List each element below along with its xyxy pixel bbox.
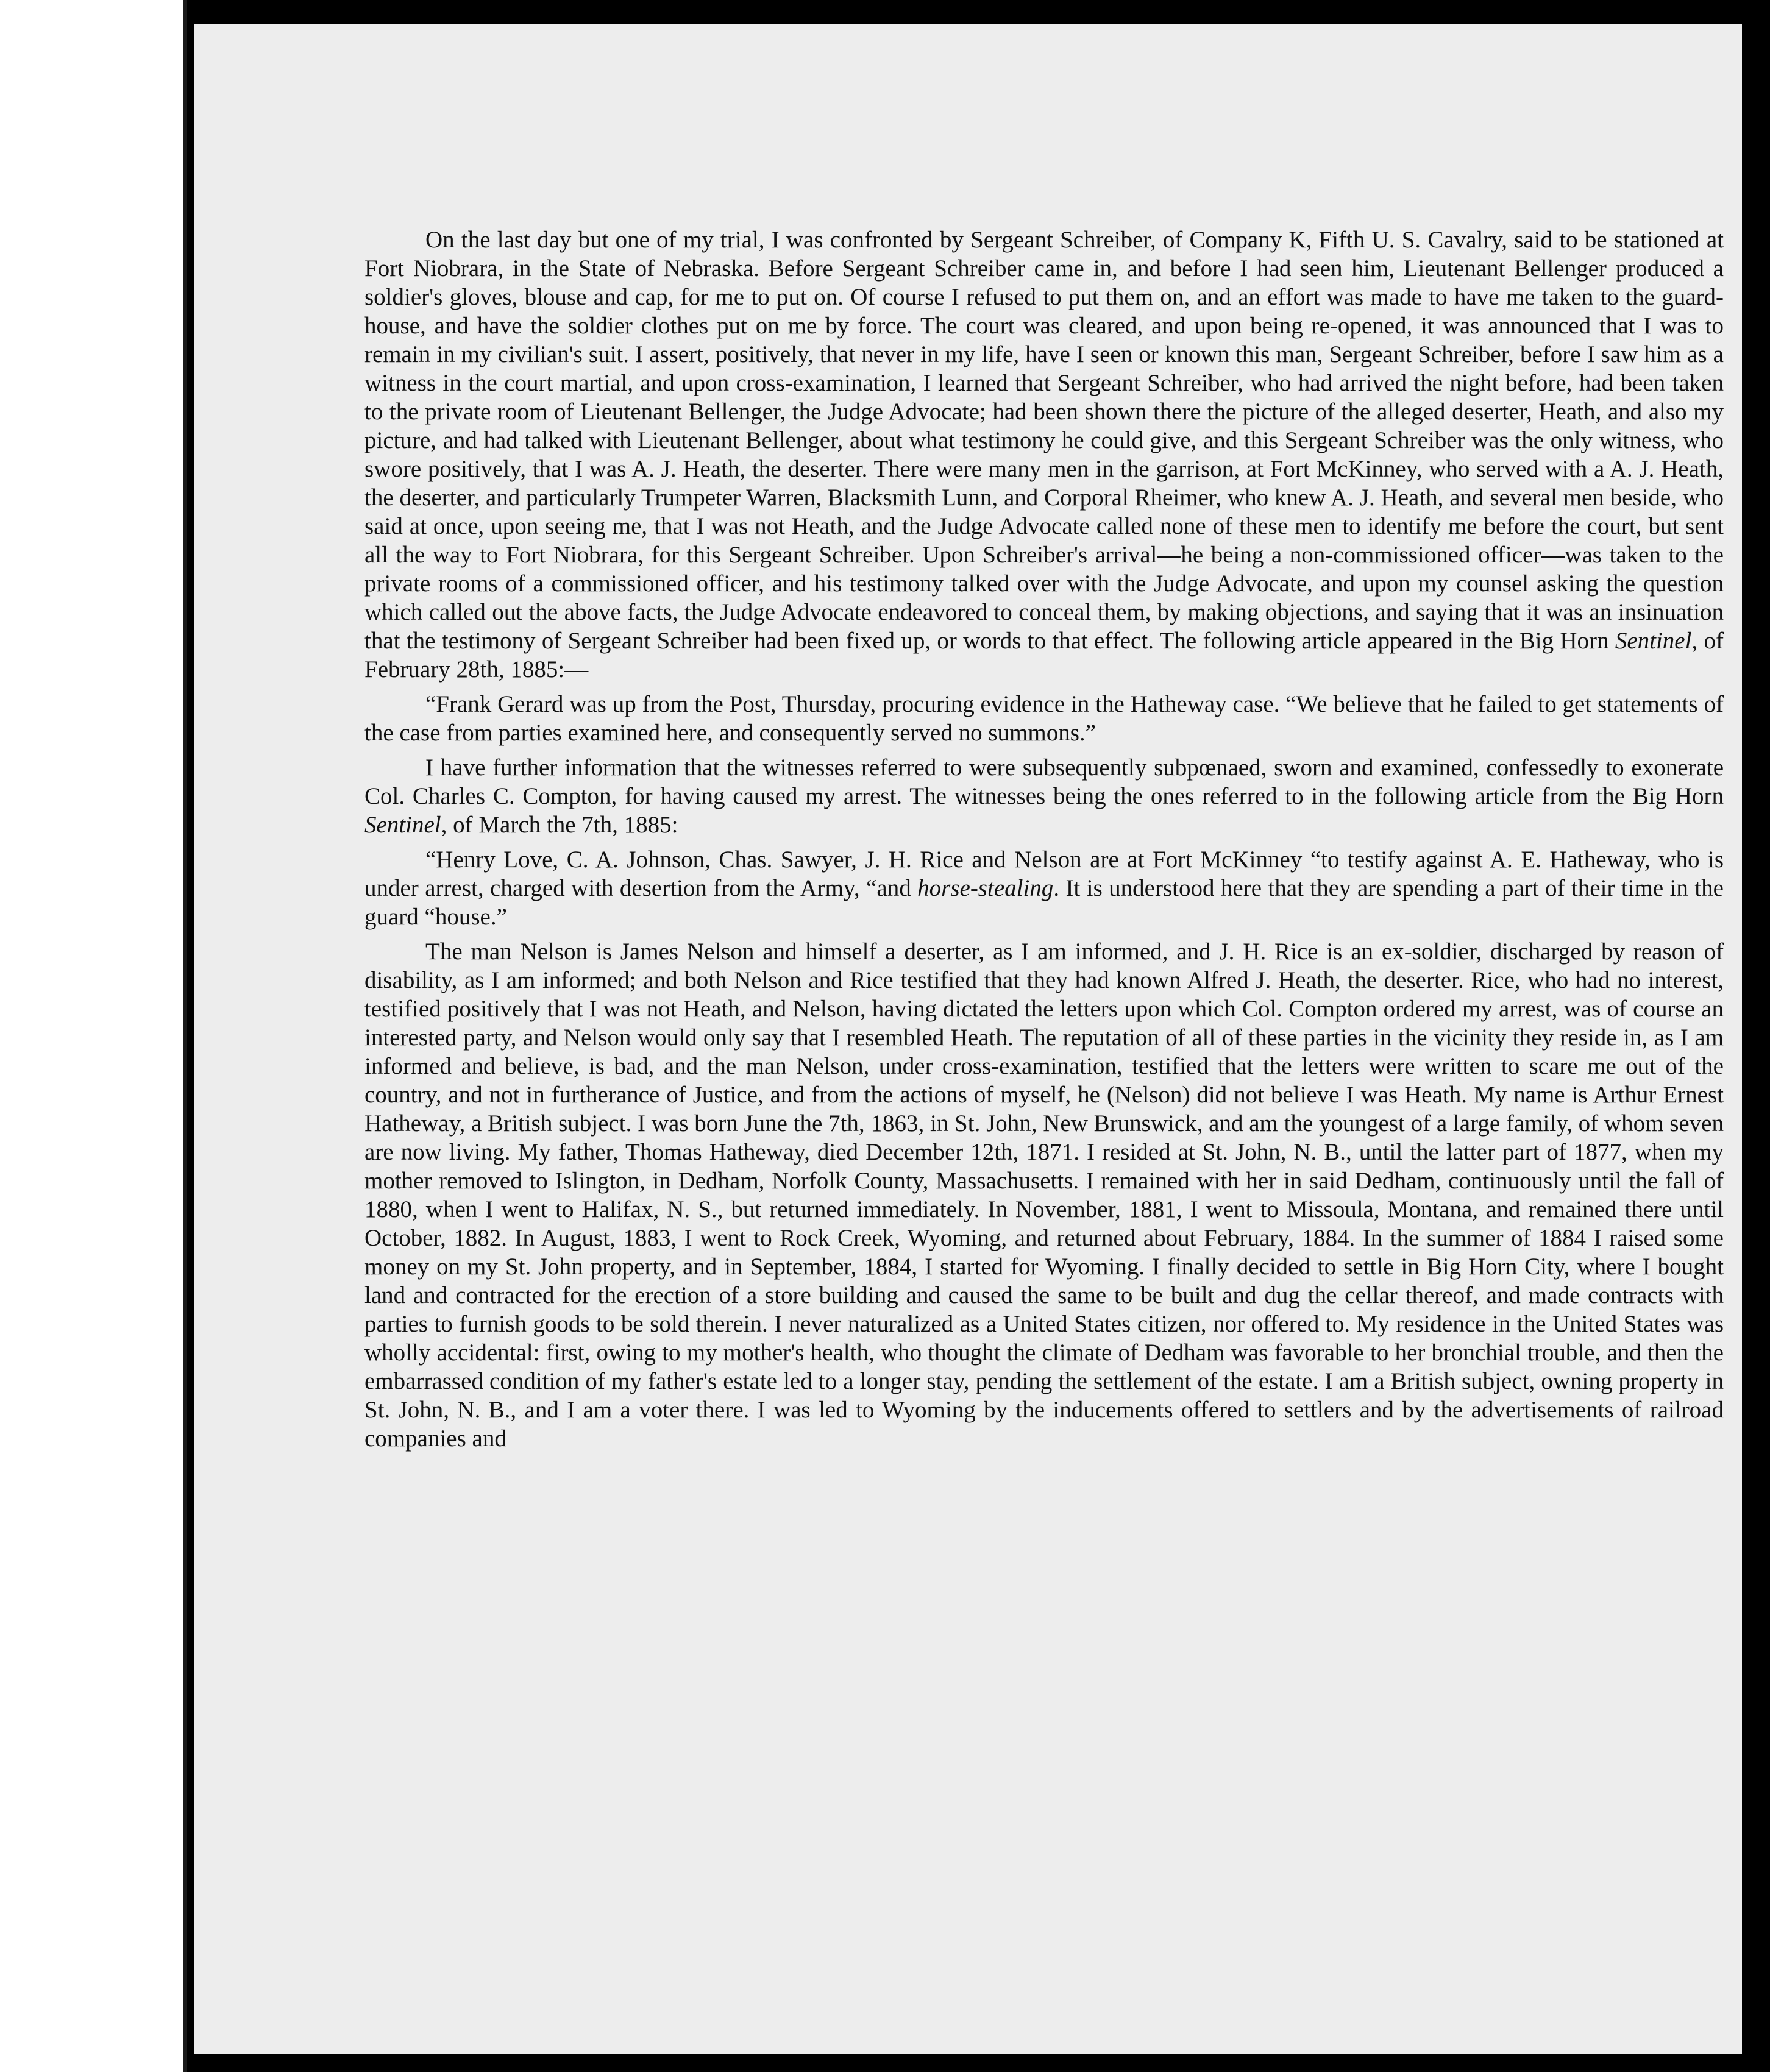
quote-emphasis: horse-stealing <box>917 875 1054 901</box>
newspaper-title: Sentinel <box>364 812 441 838</box>
paragraph-trial-account-date: , of February 28th, 1885:— <box>364 628 1724 683</box>
paragraph-witnesses-text: I have further information that the witnesses referred to were subsequently subpœnaed, sworn and examined, confessedly to exonerate Col. Charles C. Compton, for having caused my arrest. The witnesses being the ones referred to in the following article from the Big Horn <box>364 754 1724 809</box>
newspaper-title: Sentinel <box>1615 628 1692 654</box>
quote-frank-gerard: “Frank Gerard was up from the Post, Thursday, procuring evidence in the Hatheway case. “We believe that he failed to get statements of the case from parties examined here, and consequently served no summons.” <box>364 691 1724 746</box>
quote-henry-love <box>364 845 1724 931</box>
paragraph-trial-account-text: On the last day but one of my trial, I was confronted by Sergeant Schreiber, of Company K, Fifth U. S. Cavalry, said to be stationed at Fort Niobrara, in the State of Nebraska. Before Sergeant Schreiber came in, and before I had seen him, Lieutenant Bellenger produced a soldier's gloves, blouse and cap, for me to put on. Of course I refused to put them on, and an effort was made to have me taken to the guard-house, and have the soldier clothes put on me by force. The court was cleared, and upon being re-opened, it was announced that I was to remain in my civilian's suit. I assert, positively, that never in my life, have I seen or known this man, Sergeant Schreiber, before I saw him as a witness in the court martial, and upon cross-examination, I learned that Sergeant Schreiber, who had arrived the night before, had been taken to the private room of Lieutenant Bellenger, the Judge Advocate; had been shown there the picture of the alleged deserter, Heath, and also my picture, and had talked with Lieutenant Bellenger, about what testimony he could give, and this Sergeant Schreiber was the only witness, who swore positively, that I was A. J. Heath, the deserter. There were many men in the garrison, at Fort McKinney, who served with a A. J. Heath, the deserter, and particularly Trumpeter Warren, Blacksmith Lunn, and Corporal Rheimer, who knew A. J. Heath, and several men beside, who said at once, upon seeing me, that I was not Heath, and the Judge Advocate called none of these men to identify me before the court, but sent all the way to Fort Niobrara, for this Sergeant Schreiber. Upon Schreiber's arrival—he being a non-commissioned officer—was taken to the private rooms of a commissioned officer, and his testimony talked over with the Judge Advocate, and upon my counsel asking the question which called out the above facts, the Judge Advocate endeavored to conceal them, by making objections, and saying that it was an insinuation that the testimony of Sergeant Schreiber had been fixed up, or words to that effect. The following article appeared in the Big Horn <box>364 227 1724 654</box>
quote-henry-love-end: . It is understood here that they are spending a part of their time in the guard “house.” <box>364 875 1724 930</box>
paragraph-witnesses <box>364 753 1724 839</box>
quote-henry-love-text: “Henry Love, C. A. Johnson, Chas. Sawyer, J. H. Rice and Nelson are at Fort McKinney “to testify against A. E. Hatheway, who is under arrest, charged with desertion from the Army, “and <box>364 846 1724 901</box>
document-page <box>194 24 1742 2054</box>
paragraph-trial-account <box>364 225 1724 684</box>
body-text <box>364 225 1724 1871</box>
paragraph-biography: The man Nelson is James Nelson and himself a deserter, as I am informed, and J. H. Rice is an ex-soldier, discharged by reason of disability, as I am informed; and both Nelson and Rice testified that they had known Alfred J. Heath, the deserter. Rice, who had no interest, testified positively that I was not Heath, and Nelson, having dictated the letters upon which Col. Compton ordered my arrest, was of course an interested party, and Nelson would only say that I resembled Heath. The reputation of all of these parties in the vicinity they reside in, as I am informed and believe, is bad, and the man Nelson, under cross-examination, testified that the letters were written to scare me out of the country, and not in furtherance of Justice, and from the actions of myself, he (Nelson) did not believe I was Heath. My name is Arthur Ernest Hatheway, a British subject. I was born June the 7th, 1863, in St. John, New Brunswick, and am the youngest of a large family, of whom seven are now living. My father, Thomas Hatheway, died December 12th, 1871. I resided at St. John, N. B., until the latter part of 1877, when my mother removed to Islington, in Dedham, Norfolk County, Massachusetts. I remained with her in said Dedham, continuously until the fall of 1880, when I went to Halifax, N. S., but returned immediately. In November, 1881, I went to Missoula, Montana, and remained there until October, 1882. In August, 1883, I went to Rock Creek, Wyoming, and returned about February, 1884. In the summer of 1884 I raised some money on my St. John property, and in September, 1884, I started for Wyoming. I finally decided to settle in Big Horn City, where I bought land and contracted for the erection of a store building and caused the same to be built and dug the cellar thereof, and made contracts with parties to furnish goods to be sold therein. I never naturalized as a United States citizen, nor offered to. My residence in the United States was wholly accidental: first, owing to my mother's health, who thought the climate of Dedham was favorable to her bronchial trouble, and then the embarrassed condition of my father's estate led to a longer stay, pending the settlement of the estate. I am a British subject, owning property in St. John, N. B., and I am a voter there. I was led to Wyoming by the inducements offered to settlers and by the advertisements of railroad companies and <box>364 938 1724 1452</box>
paragraph-witnesses-date: , of March the 7th, 1885: <box>441 812 678 838</box>
left-page-margin <box>0 0 187 2072</box>
